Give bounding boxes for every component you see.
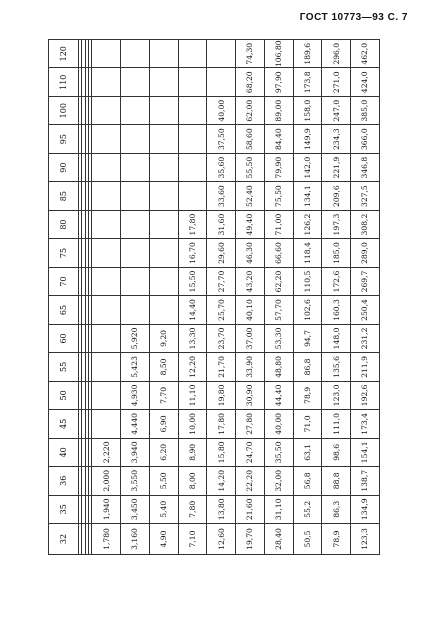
- table-cell: 75,50: [264, 182, 293, 210]
- value-row: [92, 40, 121, 555]
- table-cell: 35,60: [207, 153, 236, 181]
- table-cell: 55,50: [236, 153, 265, 181]
- table-cell: [178, 125, 207, 153]
- size-cell: 65: [49, 296, 79, 324]
- table-cell: 49,40: [236, 210, 265, 238]
- size-cell: 50: [49, 381, 79, 409]
- table-cell: 74,30: [236, 40, 265, 69]
- table-cell: [92, 210, 121, 238]
- table-cell: [121, 182, 150, 210]
- table-cell: 35,50: [264, 438, 293, 466]
- size-cell: 100: [49, 96, 79, 124]
- table-cell: 209,6: [322, 182, 351, 210]
- table-cell: 78,9: [322, 524, 351, 555]
- specification-table: [48, 39, 380, 555]
- table-cell: 173,8: [293, 68, 322, 96]
- table-cell: 58,60: [236, 125, 265, 153]
- table-cell: 111,0: [322, 410, 351, 438]
- size-cell: 75: [49, 239, 79, 267]
- table-cell: 102,6: [293, 296, 322, 324]
- table-cell: 44,40: [264, 381, 293, 409]
- table-cell: 15,80: [207, 438, 236, 466]
- size-cell: 32: [49, 524, 79, 555]
- table-cell: 12,60: [207, 524, 236, 555]
- table-cell: [121, 153, 150, 181]
- table-cell: [207, 40, 236, 69]
- table-cell: 33,60: [207, 182, 236, 210]
- table-cell: 2,000: [92, 467, 121, 495]
- table-cell: 1,780: [92, 524, 121, 555]
- table-cell: [92, 125, 121, 153]
- table-cell: 33,90: [236, 353, 265, 381]
- table-cell: 296,0: [322, 40, 351, 69]
- table-cell: 66,60: [264, 239, 293, 267]
- table-cell: 234,3: [322, 125, 351, 153]
- table-cell: [178, 96, 207, 124]
- table-cell: 8,50: [149, 353, 178, 381]
- table-cell: 37,00: [236, 324, 265, 352]
- table-cell: [121, 125, 150, 153]
- size-cell: 55: [49, 353, 79, 381]
- table-cell: 16,70: [178, 239, 207, 267]
- table-cell: [149, 153, 178, 181]
- size-header-row: [49, 40, 79, 555]
- table-cell: [121, 239, 150, 267]
- table-cell: 14,20: [207, 467, 236, 495]
- table-cell: [121, 96, 150, 124]
- table-cell: 189,6: [293, 40, 322, 69]
- table-cell: 55,2: [293, 495, 322, 523]
- table-cell: 10,00: [178, 410, 207, 438]
- table-cell: 43,20: [236, 267, 265, 295]
- table-cell: [149, 96, 178, 124]
- table-cell: 9,20: [149, 324, 178, 352]
- size-cell: 70: [49, 267, 79, 295]
- table-cell: 1,940: [92, 495, 121, 523]
- table-cell: [149, 267, 178, 295]
- table-cell: [92, 182, 121, 210]
- table-cell: 8,00: [178, 467, 207, 495]
- table-cell: 4,90: [149, 524, 178, 555]
- table-cell: 5,50: [149, 467, 178, 495]
- table-cell: [149, 210, 178, 238]
- table-cell: [149, 40, 178, 69]
- rotated-table-wrapper: [48, 39, 380, 555]
- table-cell: [149, 296, 178, 324]
- value-row: [322, 40, 351, 555]
- table-cell: [178, 153, 207, 181]
- table-cell: 28,40: [264, 524, 293, 555]
- table-cell: 154,1: [351, 438, 380, 466]
- table-cell: 247,0: [322, 96, 351, 124]
- table-cell: 52,40: [236, 182, 265, 210]
- table-cell: [121, 210, 150, 238]
- table-cell: [207, 68, 236, 96]
- table-cell: 50,5: [293, 524, 322, 555]
- table-cell: 462,0: [351, 40, 380, 69]
- table-cell: 250,4: [351, 296, 380, 324]
- table-cell: [92, 381, 121, 409]
- table-cell: 4,440: [121, 410, 150, 438]
- table-cell: 86,3: [322, 495, 351, 523]
- size-cell: 45: [49, 410, 79, 438]
- table-cell: 123,0: [322, 381, 351, 409]
- table-cell: 366,0: [351, 125, 380, 153]
- table-cell: [92, 267, 121, 295]
- table-cell: 37,50: [207, 125, 236, 153]
- value-row: [207, 40, 236, 555]
- table-cell: [121, 68, 150, 96]
- table-cell: 13,30: [178, 324, 207, 352]
- table-cell: 134,1: [293, 182, 322, 210]
- table-cell: 71,0: [293, 410, 322, 438]
- table-cell: 86,8: [293, 353, 322, 381]
- table-cell: 29,60: [207, 239, 236, 267]
- value-row: [264, 40, 293, 555]
- table-cell: [149, 239, 178, 267]
- table-cell: 134,9: [351, 495, 380, 523]
- value-row: [178, 40, 207, 555]
- table-cell: 19,80: [207, 381, 236, 409]
- table-cell: 63,1: [293, 438, 322, 466]
- table-cell: 4,930: [121, 381, 150, 409]
- table-cell: 48,80: [264, 353, 293, 381]
- table-cell: 192,6: [351, 381, 380, 409]
- table-cell: 46,30: [236, 239, 265, 267]
- table-cell: 6,90: [149, 410, 178, 438]
- table-cell: 89,00: [264, 96, 293, 124]
- table-cell: 173,4: [351, 410, 380, 438]
- table-cell: 3,550: [121, 467, 150, 495]
- size-cell: 80: [49, 210, 79, 238]
- table-cell: 7,70: [149, 381, 178, 409]
- table-cell: [92, 239, 121, 267]
- table-cell: 84,40: [264, 125, 293, 153]
- table-cell: 160,3: [322, 296, 351, 324]
- table-cell: 5,40: [149, 495, 178, 523]
- table-cell: 327,5: [351, 182, 380, 210]
- size-cell: 35: [49, 495, 79, 523]
- table-cell: 40,10: [236, 296, 265, 324]
- table-cell: 135,6: [322, 353, 351, 381]
- table-cell: 7,80: [178, 495, 207, 523]
- table-cell: [92, 153, 121, 181]
- table-cell: [149, 68, 178, 96]
- table-cell: 424,0: [351, 68, 380, 96]
- table-cell: 62,20: [264, 267, 293, 295]
- table-cell: 27,80: [236, 410, 265, 438]
- table-cell: 346,8: [351, 153, 380, 181]
- table-cell: 25,70: [207, 296, 236, 324]
- table-cell: 221,9: [322, 153, 351, 181]
- table-cell: 3,450: [121, 495, 150, 523]
- table-cell: 21,60: [236, 495, 265, 523]
- table-cell: 40,00: [207, 96, 236, 124]
- value-row: [293, 40, 322, 555]
- table-cell: 308,2: [351, 210, 380, 238]
- table-cell: [92, 410, 121, 438]
- table-cell: 88,8: [322, 467, 351, 495]
- table-cell: 3,940: [121, 438, 150, 466]
- value-row: [236, 40, 265, 555]
- table-cell: 269,7: [351, 267, 380, 295]
- table-cell: 98,6: [322, 438, 351, 466]
- table-cell: 94,7: [293, 324, 322, 352]
- table-cell: 118,4: [293, 239, 322, 267]
- table-cell: [92, 68, 121, 96]
- table-cell: 22,20: [236, 467, 265, 495]
- table-cell: 32,00: [264, 467, 293, 495]
- table-cell: 97,90: [264, 68, 293, 96]
- table-cell: [149, 182, 178, 210]
- table-cell: [92, 353, 121, 381]
- table-cell: 110,5: [293, 267, 322, 295]
- table-cell: 17,80: [207, 410, 236, 438]
- table-cell: [149, 125, 178, 153]
- table-cell: 31,10: [264, 495, 293, 523]
- table-cell: 8,90: [178, 438, 207, 466]
- table-cell: 15,50: [178, 267, 207, 295]
- table-cell: 197,3: [322, 210, 351, 238]
- table-cell: 138,7: [351, 467, 380, 495]
- table-cell: 271,0: [322, 68, 351, 96]
- table-cell: 5,423: [121, 353, 150, 381]
- table-cell: 24,70: [236, 438, 265, 466]
- table-cell: 5,920: [121, 324, 150, 352]
- table-cell: 6,20: [149, 438, 178, 466]
- table-cell: 123,3: [351, 524, 380, 555]
- value-row: [121, 40, 150, 555]
- table-cell: [92, 96, 121, 124]
- table-cell: 40,00: [264, 410, 293, 438]
- table-cell: 30,90: [236, 381, 265, 409]
- size-cell: 120: [49, 40, 79, 69]
- table-cell: [92, 40, 121, 69]
- table-cell: 23,70: [207, 324, 236, 352]
- table-cell: 71,00: [264, 210, 293, 238]
- table-cell: 106,80: [264, 40, 293, 69]
- table-cell: 7,10: [178, 524, 207, 555]
- table-cell: 12,20: [178, 353, 207, 381]
- table-cell: [121, 296, 150, 324]
- table-cell: 57,70: [264, 296, 293, 324]
- table-cell: 79,90: [264, 153, 293, 181]
- table-cell: 27,70: [207, 267, 236, 295]
- table-cell: 14,40: [178, 296, 207, 324]
- table-cell: 142,0: [293, 153, 322, 181]
- table-cell: 148,0: [322, 324, 351, 352]
- size-cell: 95: [49, 125, 79, 153]
- table-cell: 185,0: [322, 239, 351, 267]
- table-cell: 211,9: [351, 353, 380, 381]
- table-cell: 172,6: [322, 267, 351, 295]
- table-cell: [178, 40, 207, 69]
- table-cell: [121, 267, 150, 295]
- table-cell: 13,80: [207, 495, 236, 523]
- value-row: [351, 40, 380, 555]
- table-cell: 3,160: [121, 524, 150, 555]
- table-cell: 126,2: [293, 210, 322, 238]
- page-header: ГОСТ 10773—93 С. 7: [299, 12, 408, 23]
- table-cell: 231,2: [351, 324, 380, 352]
- table-cell: [121, 40, 150, 69]
- table-cell: [178, 182, 207, 210]
- table-cell: [178, 68, 207, 96]
- size-cell: 36: [49, 467, 79, 495]
- table-cell: 78,9: [293, 381, 322, 409]
- size-cell: 60: [49, 324, 79, 352]
- table-cell: [92, 296, 121, 324]
- size-cell: 90: [49, 153, 79, 181]
- table-cell: 2,220: [92, 438, 121, 466]
- table-cell: 385,0: [351, 96, 380, 124]
- table-cell: 19,70: [236, 524, 265, 555]
- table-cell: 56,8: [293, 467, 322, 495]
- table-cell: 17,80: [178, 210, 207, 238]
- table-cell: 11,10: [178, 381, 207, 409]
- table-cell: 149,9: [293, 125, 322, 153]
- table-cell: 289,0: [351, 239, 380, 267]
- table-cell: 21,70: [207, 353, 236, 381]
- value-row: [149, 40, 178, 555]
- table-cell: 62,00: [236, 96, 265, 124]
- size-cell: 85: [49, 182, 79, 210]
- size-cell: 110: [49, 68, 79, 96]
- table-cell: 53,30: [264, 324, 293, 352]
- table-cell: 31,60: [207, 210, 236, 238]
- table-cell: 68,20: [236, 68, 265, 96]
- size-cell: 40: [49, 438, 79, 466]
- table-cell: [92, 324, 121, 352]
- table-cell: 158,0: [293, 96, 322, 124]
